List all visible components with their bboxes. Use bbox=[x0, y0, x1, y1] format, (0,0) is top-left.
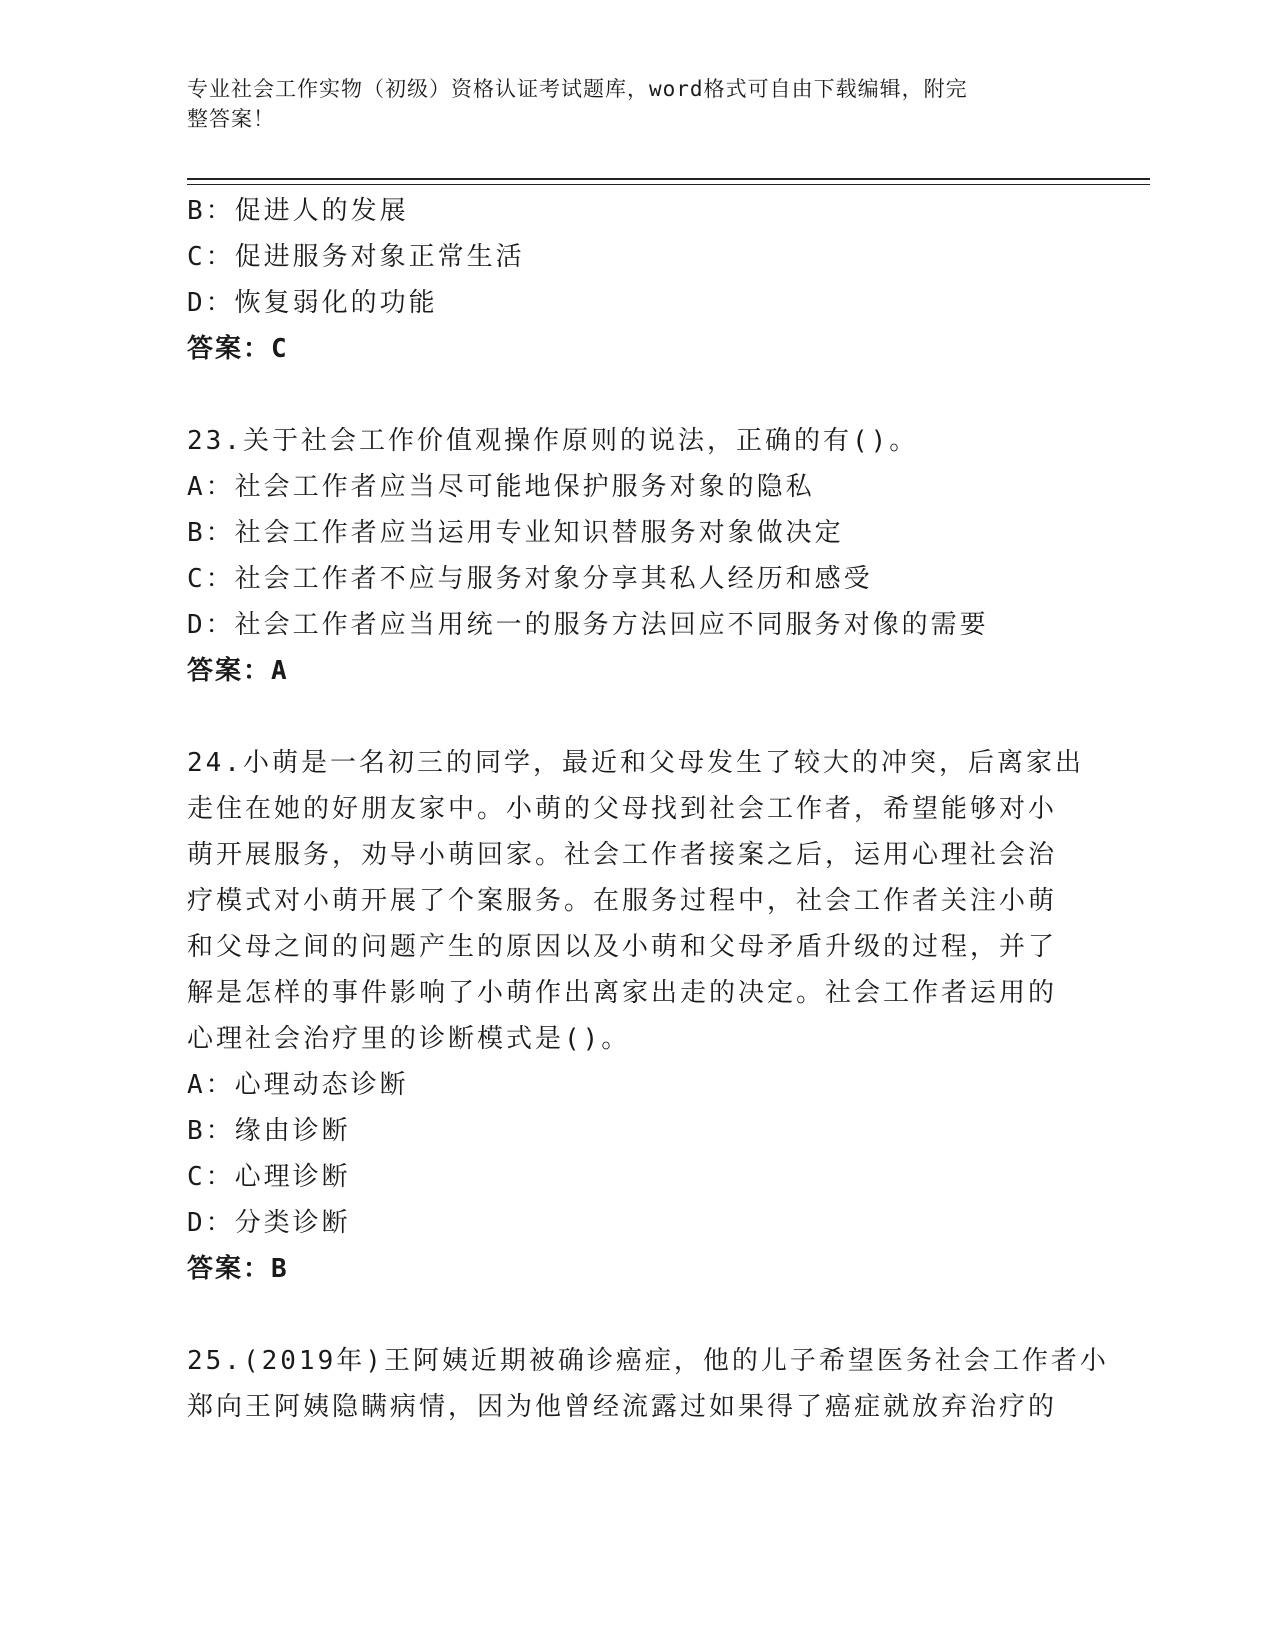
q22-option-d: D：恢复弱化的功能 bbox=[187, 288, 438, 318]
q23-option-d: D：社会工作者应当用统一的服务方法回应不同服务对像的需要 bbox=[187, 610, 989, 640]
q24-stem-line: 24.小萌是一名初三的同学，最近和父母发生了较大的冲突，后离家出 bbox=[187, 748, 1084, 778]
q22-answer: 答案：C bbox=[187, 334, 289, 364]
q22-option-b: B：促进人的发展 bbox=[187, 196, 409, 226]
header-line-1: 专业社会工作实物（初级）资格认证考试题库，word格式可自由下载编辑，附完 bbox=[187, 77, 968, 101]
q23-answer: 答案：A bbox=[187, 656, 289, 686]
q24-option-d: D：分类诊断 bbox=[187, 1208, 351, 1238]
question-content bbox=[187, 188, 1109, 1430]
q23-option-c: C：社会工作者不应与服务对象分享其私人经历和感受 bbox=[187, 564, 873, 594]
q24-option-b: B：缘由诊断 bbox=[187, 1116, 351, 1146]
q24-stem-line: 和父母之间的问题产生的原因以及小萌和父母矛盾升级的过程，并了 bbox=[187, 932, 1058, 962]
q24-stem-line: 心理社会治疗里的诊断模式是()。 bbox=[187, 1024, 631, 1054]
q24-option-c: C：心理诊断 bbox=[187, 1162, 351, 1192]
q24-answer: 答案：B bbox=[187, 1254, 289, 1284]
q23-option-a: A：社会工作者应当尽可能地保护服务对象的隐私 bbox=[187, 472, 815, 502]
q24-option-a: A：心理动态诊断 bbox=[187, 1070, 409, 1100]
q24-stem-line: 走住在她的好朋友家中。小萌的父母找到社会工作者，希望能够对小 bbox=[187, 794, 1058, 824]
header-rule-thin bbox=[187, 184, 1150, 185]
q23-stem: 23.关于社会工作价值观操作原则的说法，正确的有()。 bbox=[187, 426, 919, 456]
q25-stem-line: 郑向王阿姨隐瞒病情，因为他曾经流露过如果得了癌症就放弃治疗的 bbox=[187, 1392, 1058, 1422]
q23-option-b: B：社会工作者应当运用专业知识替服务对象做决定 bbox=[187, 518, 844, 548]
q25-stem-line: 25.(2019年)王阿姨近期被确诊癌症，他的儿子希望医务社会工作者小 bbox=[187, 1346, 1109, 1376]
q24-stem-line: 解是怎样的事件影响了小萌作出离家出走的决定。社会工作者运用的 bbox=[187, 978, 1058, 1008]
q24-stem-line: 疗模式对小萌开展了个案服务。在服务过程中，社会工作者关注小萌 bbox=[187, 886, 1058, 916]
header-line-2: 整答案！ bbox=[187, 107, 275, 131]
q24-stem-line: 萌开展服务，劝导小萌回家。社会工作者接案之后，运用心理社会治 bbox=[187, 840, 1058, 870]
q22-option-c: C：促进服务对象正常生活 bbox=[187, 242, 525, 272]
page-header bbox=[187, 74, 1067, 134]
header-rule-thick bbox=[187, 178, 1150, 180]
